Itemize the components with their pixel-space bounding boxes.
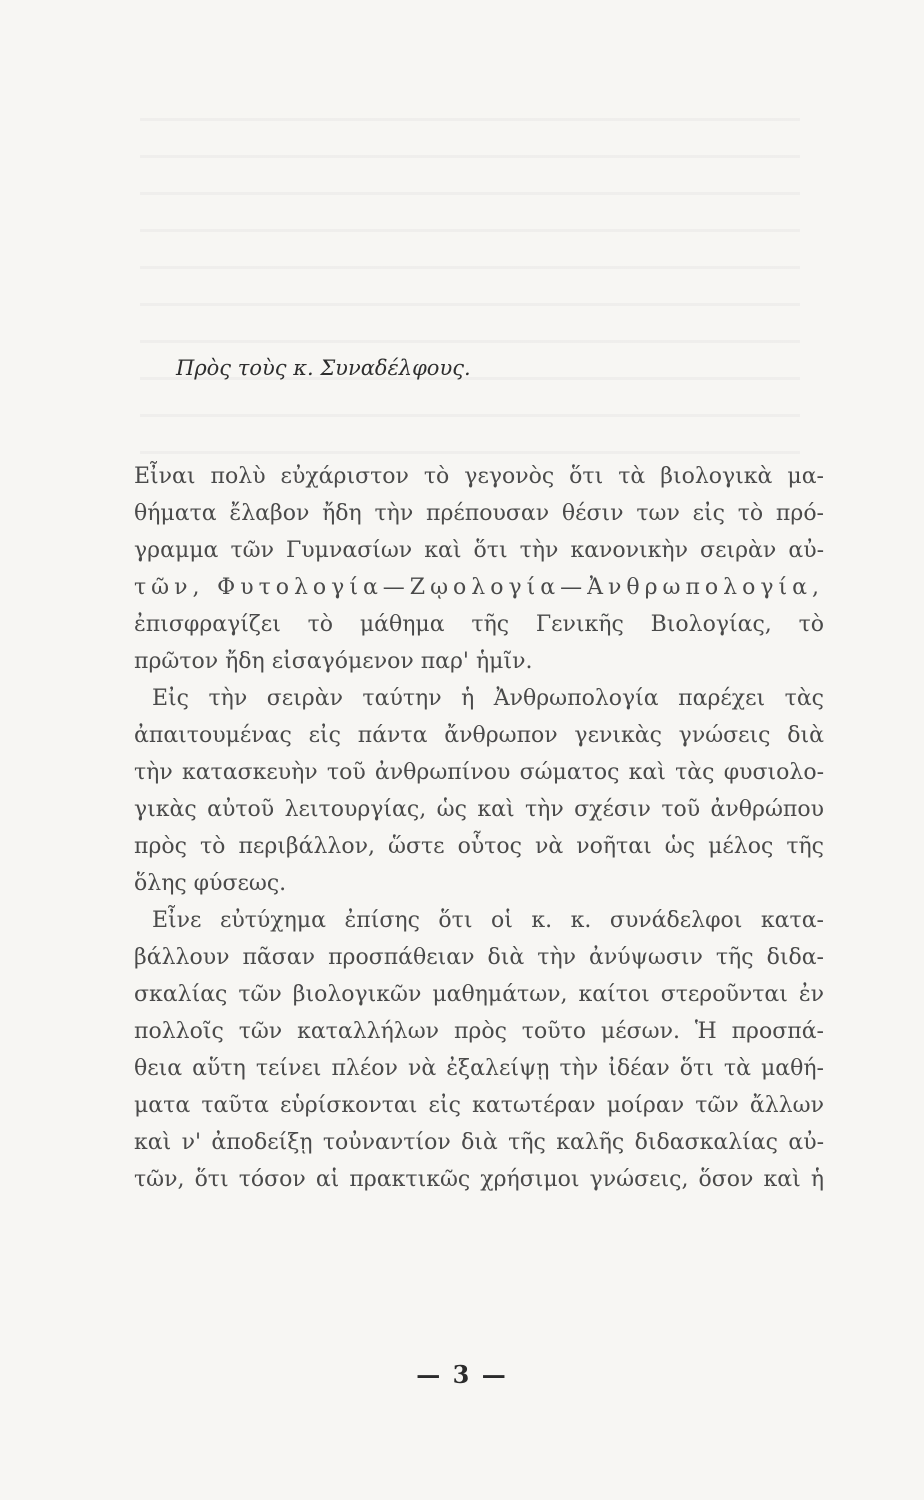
text-line: ὅλης φύσεως. [134, 871, 287, 896]
text-line: καὶ ν' ἀποδείξῃ τοὐναντίον διὰ τῆς καλῆς διδασκαλίας αὐ- [134, 1130, 824, 1155]
text-line: ἐπισφραγίζει τὸ μάθημα τῆς Γενικῆς Βιολογίας, τὸ [134, 612, 824, 637]
text-line: γραμμα τῶν Γυμνασίων καὶ ὅτι τὴν κανονικὴν σειρὰν αὐ- [134, 538, 824, 563]
text-line: θεια αὕτη τείνει πλέον νὰ ἐξαλείψῃ τὴν ἰδέαν ὅτι τὰ μαθή- [134, 1056, 824, 1081]
page-number: — 3 — [416, 1360, 508, 1389]
text-line: σκαλίας τῶν βιολογικῶν μαθημάτων, καίτοι στεροῦνται ἐν [134, 982, 824, 1007]
text-line: Εἶναι πολὺ εὐχάριστον τὸ γεγονὸς ὅτι τὰ βιολογικὰ μα- [134, 464, 824, 489]
page-heading: Πρὸς τοὺς κ. Συναδέλφους. [176, 356, 471, 380]
body-text [134, 458, 824, 1198]
text-line: ἀπαιτουμένας εἰς πάντα ἄνθρωπον γενικὰς γνώσεις διὰ [134, 723, 824, 748]
text-line: βάλλουν πᾶσαν προσπάθειαν διὰ τὴν ἀνύψωσιν τῆς διδα- [134, 945, 824, 970]
text-line: πρὸς τὸ περιβάλλον, ὥστε οὗτος νὰ νοῆται ὡς μέλος τῆς [134, 834, 824, 859]
text-line: τὴν κατασκευὴν τοῦ ἀνθρωπίνου σώματος καὶ τὰς φυσιολο- [134, 760, 824, 785]
text-line: πολλοῖς τῶν καταλλήλων πρὸς τοῦτο μέσων. Ἡ προσπά- [134, 1019, 824, 1044]
text-line: Εἰς τὴν σειρὰν ταύτην ἡ Ἀνθρωπολογία παρέχει τὰς [152, 686, 824, 711]
text-line: Εἶνε εὐτύχημα ἐπίσης ὅτι οἱ κ. κ. συνάδελφοι κατα- [152, 908, 824, 933]
text-line: τῶν, ὅτι τόσον αἱ πρακτικῶς χρήσιμοι γνώσεις, ὅσον καὶ ἡ [134, 1167, 824, 1192]
text-line: γικὰς αὐτοῦ λειτουργίας, ὡς καὶ τὴν σχέσιν τοῦ ἀνθρώπου [134, 797, 824, 822]
text-line: ματα ταῦτα εὑρίσκονται εἰς κατωτέραν μοίραν τῶν ἄλλων [134, 1093, 824, 1118]
text-line: τῶν, Φυτολογία—Ζῳολογία—Ἀνθρωπολογία, [134, 575, 824, 600]
text-line: πρῶτον ἤδη εἰσαγόμενον παρ' ἡμῖν. [134, 649, 533, 674]
show-through-texture [140, 90, 800, 470]
text-line: θήματα ἔλαβον ἤδη τὴν πρέπουσαν θέσιν των εἰς τὸ πρό- [134, 501, 824, 526]
